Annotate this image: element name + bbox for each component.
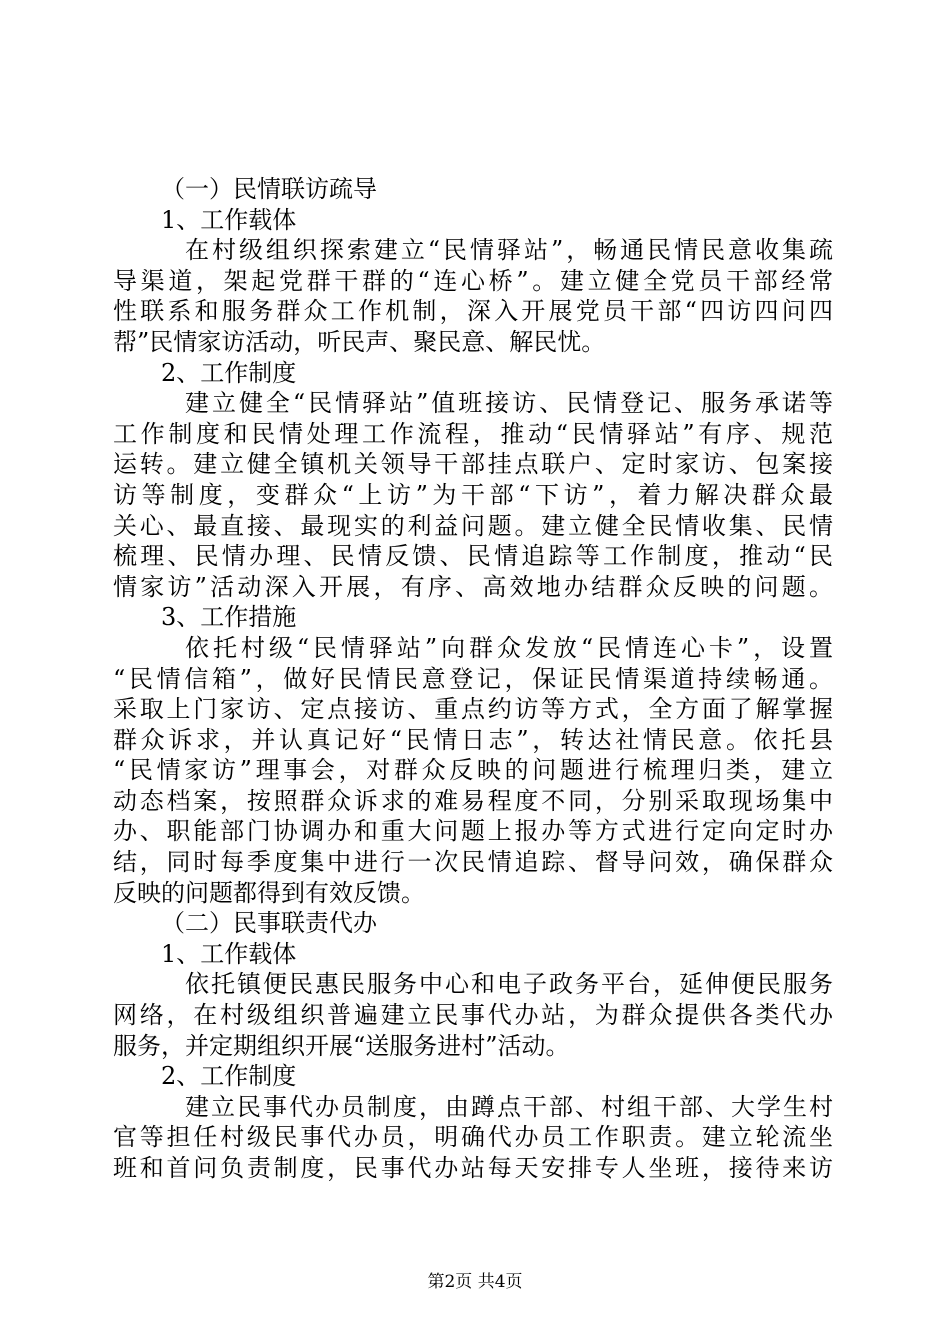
text-line: 访等制度，变群众“上访”为干部“下访”，着力解决群众最 — [113, 480, 833, 509]
text-line: 1、工作载体 — [161, 205, 297, 234]
text-line: 反映的问题都得到有效反馈。 — [113, 878, 425, 907]
text-line: 帮”民情家访活动，听民声、聚民意、解民忧。 — [113, 327, 606, 356]
document-body — [113, 174, 833, 1184]
text-line: 建立健全“民情驿站”值班接访、民情登记、服务承诺等 — [185, 389, 833, 418]
page-footer: 第2页 共4页 — [427, 1272, 523, 1292]
text-line: “民情家访”理事会，对群众反映的问题进行梳理归类，建立 — [113, 756, 833, 785]
text-line: 建立民事代办员制度，由蹲点干部、村组干部、大学生村 — [185, 1092, 833, 1121]
text-line: 性联系和服务群众工作机制，深入开展党员干部“四访四问四 — [113, 297, 833, 326]
text-line: 梳理、民情办理、民情反馈、民情追踪等工作制度，推动“民 — [113, 542, 833, 571]
text-line: 情家访”活动深入开展，有序、高效地办结群众反映的问题。 — [113, 572, 833, 601]
text-line: 结，同时每季度集中进行一次民情追踪、督导问效，确保群众 — [113, 848, 833, 877]
text-line: 关心、最直接、最现实的利益问题。建立健全民情收集、民情 — [113, 511, 833, 540]
text-line: 工作制度和民情处理工作流程，推动“民情驿站”有序、规范 — [113, 419, 833, 448]
text-line: 班和首问负责制度，民事代办站每天安排专人坐班，接待来访 — [113, 1154, 833, 1182]
text-line: “民情信箱”，做好民情民意登记，保证民情渠道持续畅通。 — [113, 664, 833, 693]
text-line: 2、工作制度 — [161, 358, 297, 387]
text-line: 在村级组织探索建立“民情驿站”，畅通民情民意收集疏 — [185, 236, 833, 265]
text-line: （二）民事联责代办 — [161, 909, 377, 938]
text-line: 动态档案，按照群众诉求的难易程度不同，分别采取现场集中 — [113, 786, 833, 815]
text-line: 网络，在村级组织普遍建立民事代办站，为群众提供各类代办 — [113, 1001, 833, 1030]
text-line: 运转。建立健全镇机关领导干部挂点联户、定时家访、包案接 — [113, 450, 833, 479]
text-line: 2、工作制度 — [161, 1062, 297, 1091]
text-line: 依托村级“民情驿站”向群众发放“民情连心卡”，设置 — [185, 633, 833, 662]
text-line: 3、工作措施 — [161, 603, 297, 632]
text-line: 采取上门家访、定点接访、重点约访等方式，全方面了解掌握 — [113, 695, 833, 724]
text-line: 1、工作载体 — [161, 939, 297, 968]
text-line: 服务，并定期组织开展“送服务进村”活动。 — [113, 1031, 570, 1060]
text-line: 办、职能部门协调办和重大问题上报办等方式进行定向定时办 — [113, 817, 833, 846]
text-line: 依托镇便民惠民服务中心和电子政务平台，延伸便民服务 — [185, 970, 833, 999]
text-line: 群众诉求，并认真记好“民情日志”，转达社情民意。依托县 — [113, 725, 833, 754]
text-line: 官等担任村级民事代办员，明确代办员工作职责。建立轮流坐 — [113, 1123, 833, 1152]
text-line: 导渠道，架起党群干群的“连心桥”。建立健全党员干部经常 — [113, 266, 833, 295]
text-line: （一）民情联访疏导 — [161, 175, 377, 203]
